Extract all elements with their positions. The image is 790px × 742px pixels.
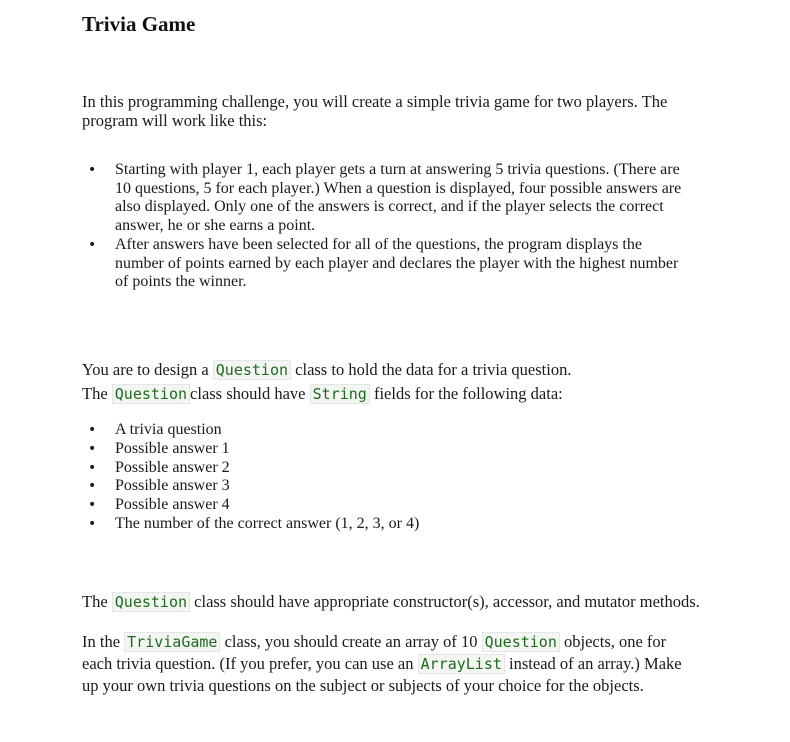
field-item: • A trivia question [82,421,722,440]
game-text: In the [82,632,121,652]
design-text: class should have [190,383,306,403]
page-title: Trivia Game [82,12,196,36]
question-class-code: Question [112,592,190,612]
rules-list [82,161,682,292]
design-paragraph [82,358,722,406]
fields-list [82,421,722,534]
game-text: class, you should create an array of 10 [224,632,478,652]
question-class-code: Question [213,360,291,380]
game-paragraph [82,631,694,696]
design-text: You are to design a [82,359,209,379]
methods-text: class should have appropriate constructor(s), accessor, and mutator methods. [194,591,700,611]
rule-item-2: • After answers have been selected for all of the questions, the program displays the number of points earned by each player and declares the player with the highest number of points the winner. [82,236,682,292]
field-item: • Possible answer 2 [82,459,722,478]
string-type-code: String [310,384,370,404]
question-class-code: Question [482,632,560,652]
game-text: instead of an array.) Make up your own trivia questions on the subject or subjects of your choice for the objects. [82,654,682,696]
design-text: class to hold the data for a trivia question. [295,359,572,379]
design-text: fields for the following data: [373,383,563,403]
question-class-code: Question [112,384,190,404]
game-text: objects, one for each trivia question. (If you prefer, you can use an [82,632,667,674]
document-page [82,10,722,696]
field-item: • Possible answer 4 [82,496,722,515]
triviagame-class-code: TriviaGame [124,632,220,652]
methods-paragraph [82,592,722,613]
arraylist-code: ArrayList [418,654,505,674]
intro-paragraph: In this programming challenge, you will create a simple trivia game for two players. The program will work like this: [82,92,668,130]
methods-text: The [82,591,108,611]
field-item: • The number of the correct answer (1, 2, 3, or 4) [82,515,722,534]
field-item: • Possible answer 3 [82,477,722,496]
field-item: • Possible answer 1 [82,440,722,459]
rule-item-1: • Starting with player 1, each player gets a turn at answering 5 trivia questions. (There are 10 questions, 5 for each player.) When a question is displayed, four possible answers are also displayed. Only one of the answers is correct, and if the player selects the correct answer, he or she earns a point. [82,161,682,236]
design-text: The [82,383,108,403]
